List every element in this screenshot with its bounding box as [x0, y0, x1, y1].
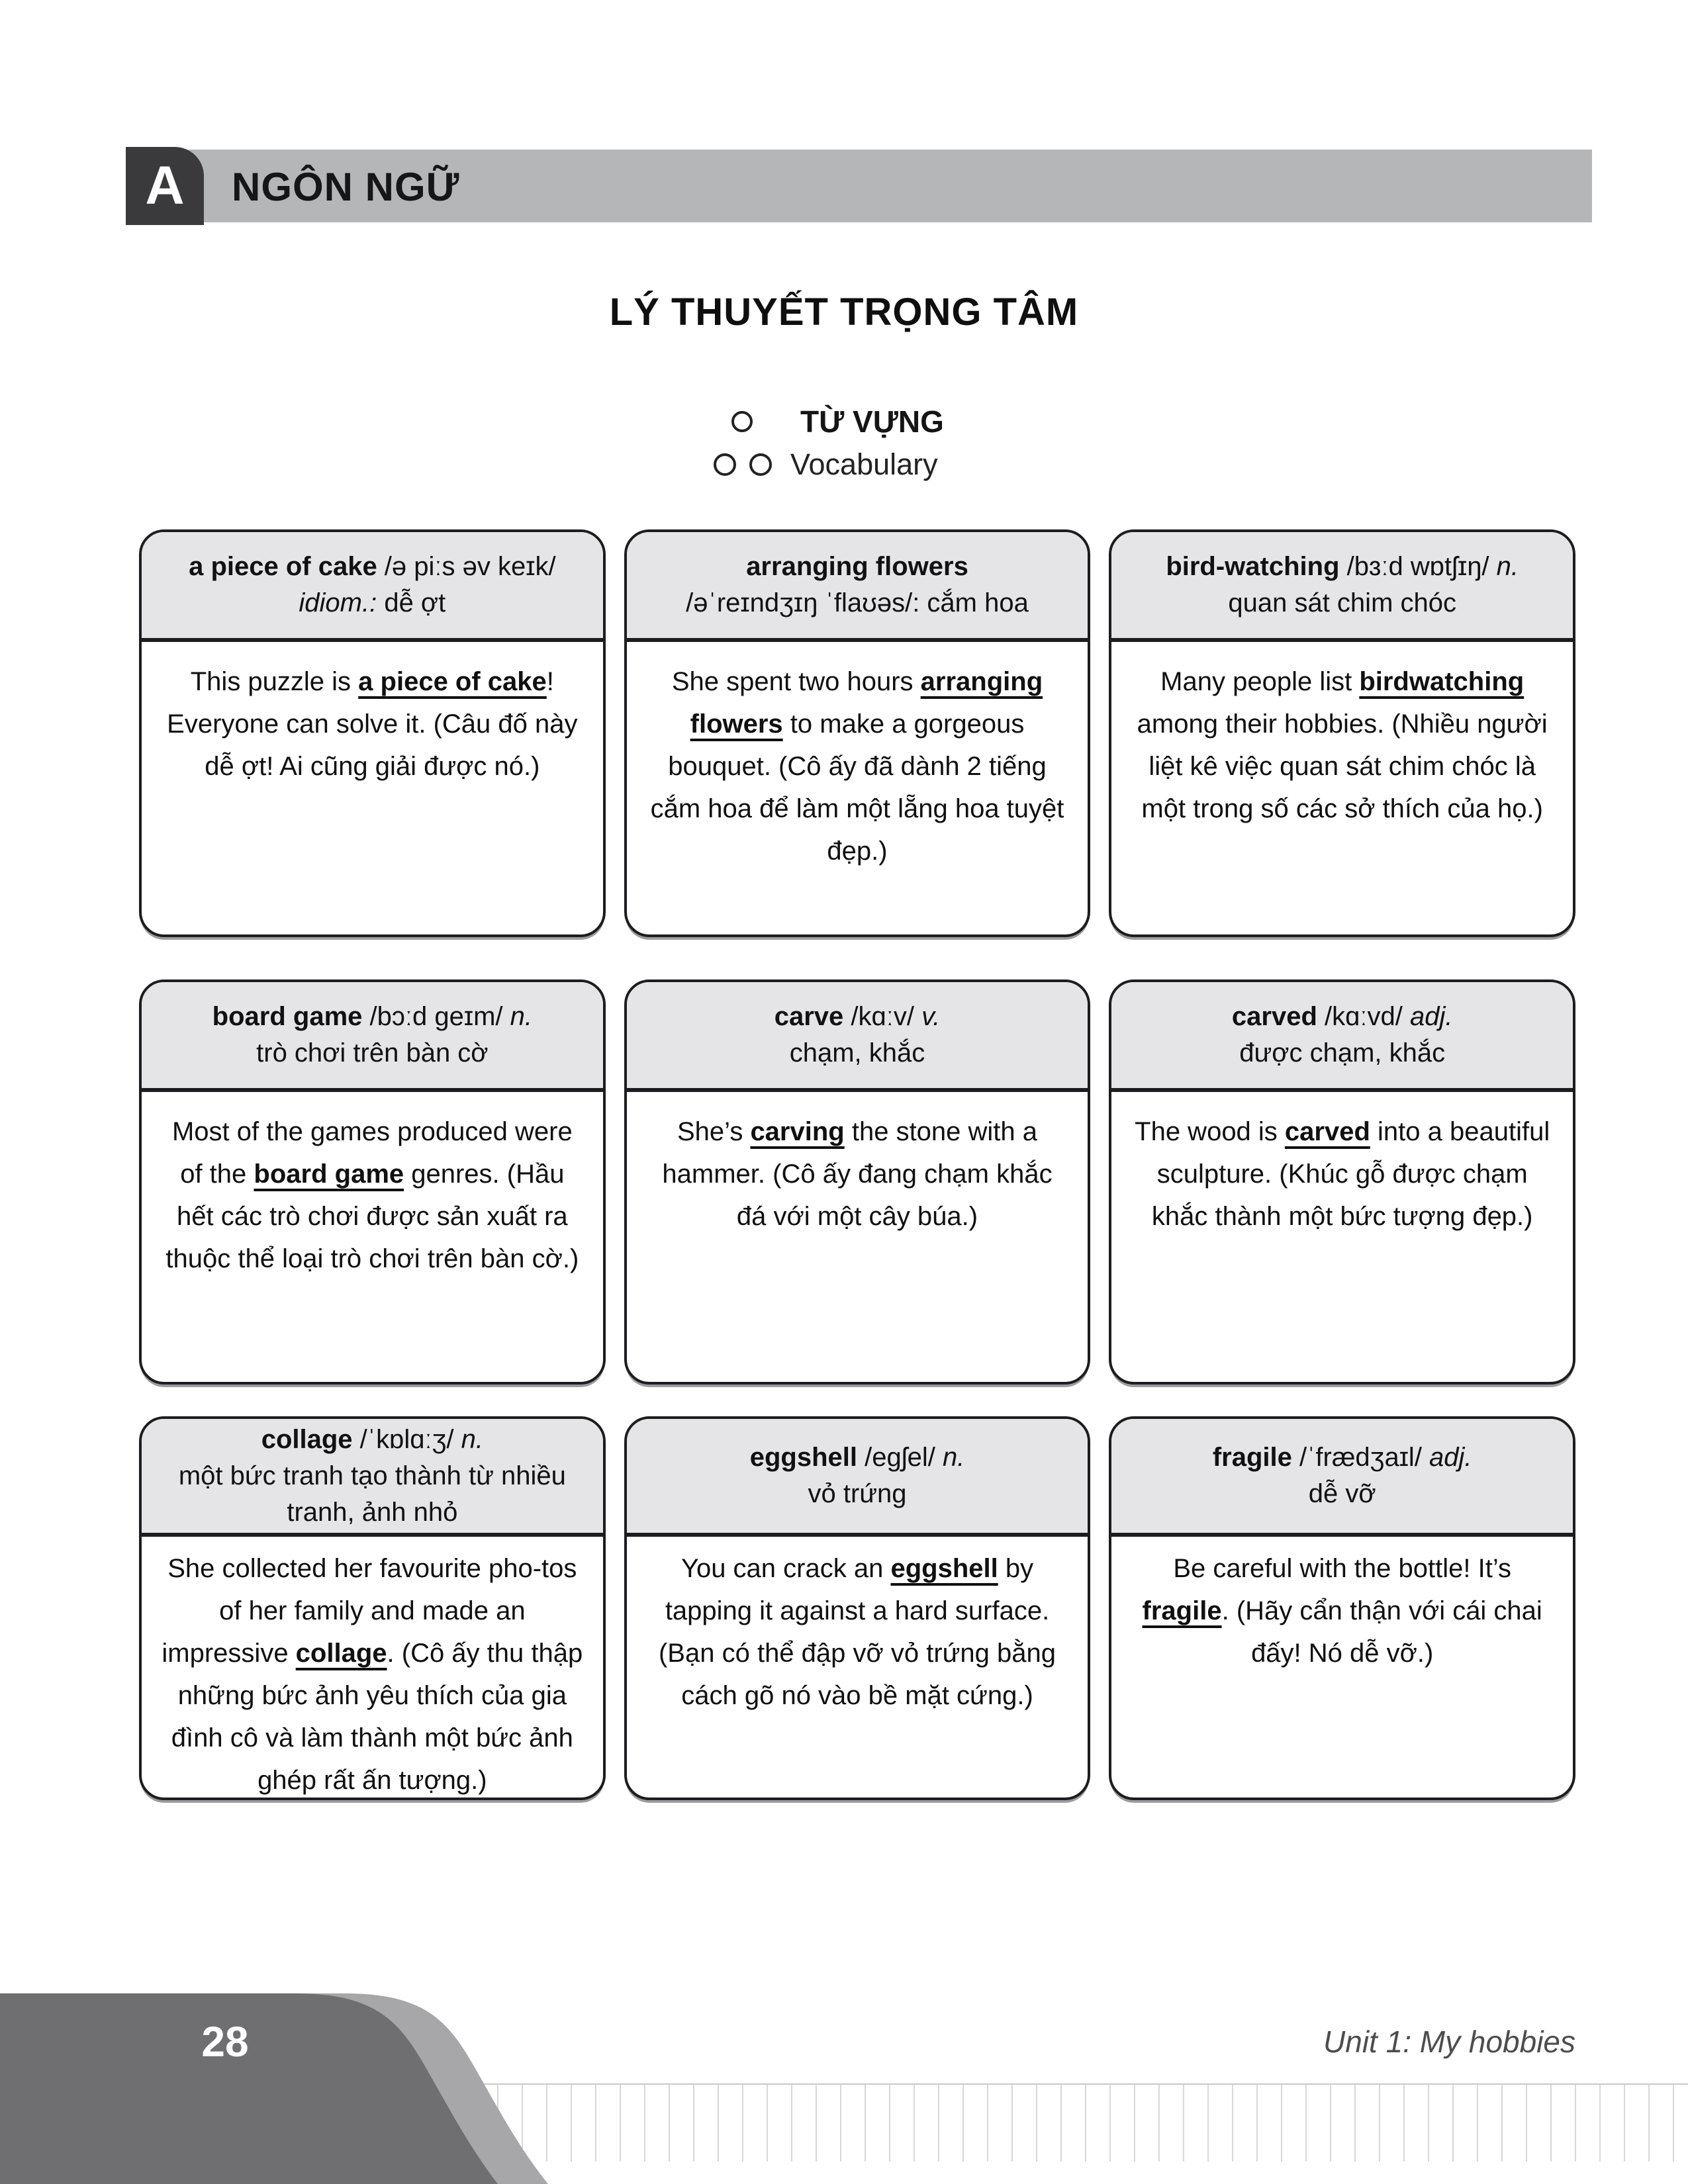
section-header-bar — [126, 150, 1592, 222]
vocab-card — [139, 529, 606, 937]
part-of-speech: n. — [1496, 552, 1519, 581]
term: carved — [1231, 1002, 1317, 1031]
example-after: . (Cô ấy thu thập những bức ảnh yêu thích của gia đình cô và làm thành một bức ảnh ghép rất ấn tượng.) — [171, 1639, 583, 1795]
vocab-card — [139, 1416, 606, 1800]
example-before: She spent two hours — [671, 667, 921, 696]
meaning: vỏ trứng — [808, 1479, 907, 1508]
term-line — [1232, 999, 1453, 1035]
example-before: The wood is — [1135, 1117, 1285, 1146]
example-before: Be careful with the bottle! It’s — [1173, 1554, 1511, 1583]
unit-label: Unit 1: My hobbies — [1323, 2025, 1575, 2059]
example-text — [627, 1092, 1088, 1382]
vocab-card-header — [1111, 982, 1573, 1092]
example-before: You can crack an — [680, 1554, 891, 1583]
example-after: . (Hãy cẩn thận với cái chai đấy! Nó dễ vỡ.) — [1221, 1596, 1542, 1668]
example-before: She collected her favourite pho-tos of her family and made an impressive — [162, 1554, 577, 1668]
example-after: ! Everyone can solve it. (Câu đố này dễ ợt! Ai cũng giải được nó.) — [167, 667, 578, 781]
meaning-line — [686, 585, 1029, 621]
section-title: NGÔN NGỮ — [232, 165, 460, 209]
example-before: This puzzle is — [190, 667, 359, 696]
meaning: được chạm, khắc — [1239, 1038, 1446, 1068]
example-after: into a beautiful sculpture. (Khúc gỗ được chạm khắc thành một bức tượng đẹp.) — [1151, 1117, 1550, 1231]
meaning: chạm, khắc — [789, 1038, 925, 1068]
example-keyword: collage — [295, 1639, 387, 1668]
term: bird-watching — [1166, 552, 1340, 581]
example-text — [1111, 1537, 1573, 1797]
part-of-speech: v. — [921, 1002, 941, 1031]
vocab-card — [624, 529, 1091, 937]
meaning-line — [1228, 585, 1456, 621]
example-text — [627, 642, 1088, 934]
example-after: by tapping it against a hard surface. (Bạn có thể đập vỡ vỏ trứng bằng cách gõ nó vào bề mặt cứng.) — [658, 1554, 1056, 1710]
term-line — [746, 549, 968, 585]
meaning-line — [156, 1458, 588, 1531]
meaning-line — [790, 1035, 925, 1071]
page-number: 28 — [201, 2018, 249, 2066]
example-after: to make a gorgeous bouquet. (Cô ấy đã dành 2 tiếng cắm hoa để làm một lẵng hoa tuyệt đẹp.) — [650, 709, 1064, 866]
vocab-card-header — [627, 1419, 1088, 1537]
meaning-prefix: idiom.: — [299, 588, 377, 617]
subsection-subheading — [714, 447, 938, 482]
term: arranging flowers — [746, 552, 968, 581]
vocab-card-header — [627, 532, 1088, 642]
example-after: among their hobbies. (Nhiều người liệt kê việc quan sát chim chóc là một trong số các sở thích của họ.) — [1137, 709, 1548, 823]
example-keyword: arranging flowers — [690, 667, 1043, 739]
page-title: LÝ THUYẾT TRỌNG TÂM — [609, 291, 1079, 334]
term: carve — [774, 1002, 844, 1031]
example-keyword: fragile — [1142, 1596, 1222, 1625]
pronunciation: /bɜːd wɒtʃɪŋ/ — [1339, 552, 1497, 581]
vocab-card-header — [627, 982, 1088, 1092]
example-keyword: a piece of cake — [358, 667, 547, 696]
bullet-circle-icon — [749, 453, 772, 476]
example-before: Many people list — [1160, 667, 1360, 696]
term-line — [750, 1439, 965, 1476]
example-text — [627, 1537, 1088, 1797]
example-text — [142, 642, 603, 934]
example-before: She’s — [677, 1117, 751, 1146]
term-line — [261, 1422, 483, 1458]
example-keyword: carved — [1284, 1117, 1370, 1146]
meaning: trò chơi trên bàn cờ — [256, 1038, 489, 1068]
footer-corner-shape — [0, 1979, 662, 2184]
vocab-card-header — [1111, 1419, 1573, 1537]
pronunciation: /kɑːvd/ — [1317, 1002, 1410, 1031]
example-text — [142, 1092, 603, 1382]
example-after: genres. (Hầu hết các trò chơi được sản xuất ra thuộc thể loại trò chơi trên bàn cờ.) — [165, 1160, 579, 1273]
bullet-circle-icon — [731, 411, 753, 432]
part-of-speech: adj. — [1429, 1443, 1472, 1472]
section-letter-badge — [126, 147, 204, 225]
example-after: the stone with a hammer. (Cô ấy đang chạm khắc đá với một cây búa.) — [662, 1117, 1053, 1231]
vocab-card — [1109, 1416, 1575, 1800]
vocab-card — [624, 1416, 1091, 1800]
section-letter: A — [145, 156, 185, 216]
example-text — [142, 1537, 603, 1800]
term-line — [212, 999, 532, 1035]
vocab-card-header — [142, 982, 603, 1092]
example-text — [1111, 1092, 1573, 1382]
meaning-line — [808, 1476, 906, 1512]
example-keyword: carving — [750, 1117, 845, 1146]
vocab-card-row-2 — [139, 979, 1575, 1385]
meaning: quan sát chim chóc — [1228, 588, 1456, 617]
subsection-subtitle: Vocabulary — [790, 447, 938, 481]
meaning-line — [1239, 1035, 1445, 1071]
pronunciation: /egʃel/ — [857, 1443, 943, 1472]
part-of-speech: n. — [510, 1002, 532, 1031]
vocab-card-row-1 — [139, 529, 1575, 937]
bullet-circle-icon — [714, 453, 736, 476]
term: a piece of cake — [189, 552, 377, 581]
pronunciation: /ə piːs əv keɪk/ — [377, 552, 556, 581]
pronunciation: /bɔːd geɪm/ — [362, 1002, 510, 1031]
part-of-speech: n. — [942, 1443, 965, 1472]
vocab-card-header — [142, 1419, 603, 1537]
example-keyword: board game — [254, 1160, 404, 1189]
example-before: Most of the games produced were of the — [171, 1117, 573, 1189]
pronunciation: /ˈkɒlɑːʒ/ — [352, 1424, 461, 1454]
term-line — [1166, 549, 1519, 585]
part-of-speech: adj. — [1409, 1002, 1453, 1031]
meaning: dễ vỡ — [1308, 1479, 1376, 1508]
vocab-card — [1109, 979, 1575, 1385]
meaning: một bức tranh tạo thành từ nhiều tranh, ảnh nhỏ — [178, 1461, 566, 1527]
meaning: /əˈreɪndʒɪŋ ˈflaʊəs/: cắm hoa — [686, 588, 1029, 617]
example-keyword: birdwatching — [1359, 667, 1524, 696]
vocab-card-row-3 — [139, 1416, 1575, 1800]
example-keyword: eggshell — [890, 1554, 998, 1583]
example-text — [1111, 642, 1573, 934]
part-of-speech: n. — [461, 1424, 483, 1454]
term-line — [774, 999, 941, 1035]
meaning-line — [256, 1035, 488, 1071]
term-line — [189, 549, 556, 585]
meaning-line — [1309, 1476, 1376, 1512]
vocab-card-header — [1111, 532, 1573, 642]
pronunciation: /ˈfrædʒaɪl/ — [1291, 1443, 1430, 1472]
vocab-card — [624, 979, 1091, 1385]
vocab-card — [139, 979, 606, 1385]
vocab-card-header — [142, 532, 603, 642]
term: eggshell — [749, 1443, 857, 1472]
vocab-card — [1109, 529, 1575, 937]
term: collage — [261, 1424, 353, 1454]
subsection-title: TỪ VỰNG — [800, 404, 944, 439]
term-line — [1213, 1439, 1472, 1476]
meaning-line — [299, 585, 445, 621]
subsection-heading — [731, 404, 944, 439]
meaning: dễ ợt — [377, 588, 446, 617]
term: fragile — [1212, 1443, 1292, 1472]
pronunciation: /kɑːv/ — [843, 1002, 922, 1031]
term: board game — [212, 1002, 363, 1031]
